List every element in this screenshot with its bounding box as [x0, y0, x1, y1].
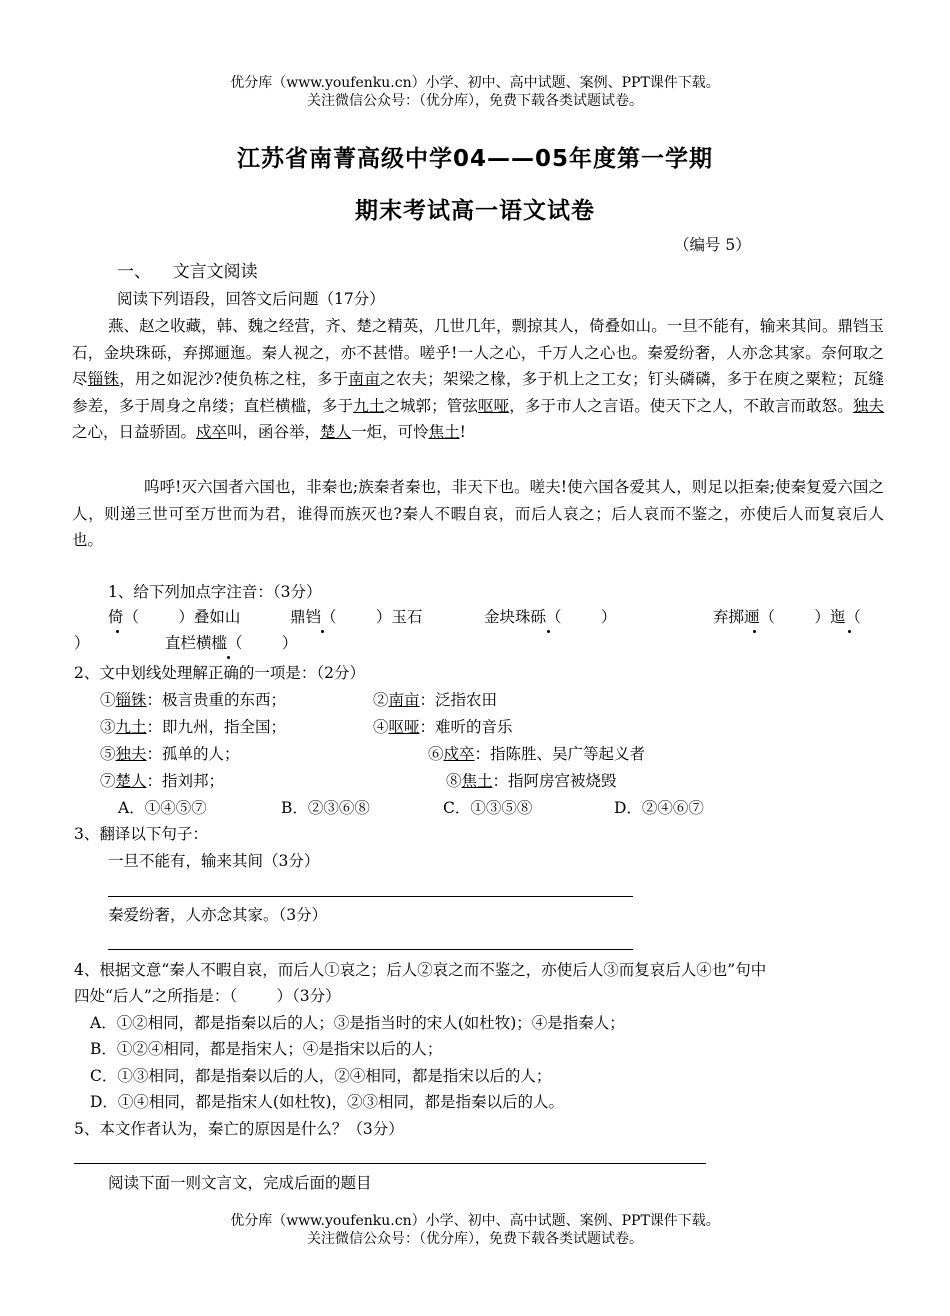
emphasis-dot	[848, 630, 851, 633]
q1-item-close: ）	[74, 634, 90, 652]
emphasis-dot	[227, 656, 230, 659]
section-heading: 一、 文言文阅读	[117, 262, 258, 282]
section-instruction: 阅读下列语段，回答文后问题（17分）	[117, 290, 385, 308]
exam-title-line1: 江苏省南菁高级中学04——05年度第一学期	[236, 146, 713, 172]
emphasis-dot	[753, 630, 756, 633]
footer-watermark-line1: 优分库（www.youfenku.cn）小学、初中、高中试题、案例、PPT课件下载。	[230, 1213, 720, 1229]
q2-item-8: ⑧焦土：指阿房宫被烧毁	[446, 772, 617, 790]
q3-sentence-2: 秦爱纷奢，人亦念其家。（3分）	[108, 906, 328, 924]
underlined-word-jiutu: 九土	[353, 396, 385, 415]
q2-item-5: ⑤独夫：孤单的人；	[100, 745, 240, 763]
q2-item-2: ②南亩：泛指农田	[373, 691, 498, 709]
q1-item-liyi: 弃掷逦（ ）迤（	[713, 608, 861, 626]
q1-item-cheng: 鼎铛（ ）玉石	[290, 608, 423, 626]
underlined-word-zizhu: 锱铢	[87, 370, 120, 388]
q3-prompt: 3、翻译以下句子：	[74, 825, 208, 843]
q3-sentence-1: 一旦不能有，输来其间（3分）	[108, 852, 320, 870]
emphasis-dot	[116, 630, 119, 633]
q2-option-a: A．①④⑤⑦	[118, 799, 207, 817]
q2-prompt: 2、文中划线处理解正确的一项是：（2分）	[74, 664, 365, 682]
q4-prompt-line2: 四处“后人”之所指是：（ ）（3分）	[74, 987, 341, 1005]
q2-item-3: ③九土：即九州，指全国；	[100, 718, 287, 736]
q4-prompt-line1: 4、根据文意“秦人不暇自哀，而后人①哀之；后人②哀之而不鉴之，亦使后人③而复哀后人④也”句中	[74, 961, 767, 979]
underlined-word-dufu: 独夫	[852, 396, 884, 415]
underlined-word-nanmu: 南亩	[348, 370, 380, 388]
exam-number: （编号 5）	[674, 236, 751, 254]
header-watermark-line1: 优分库（www.youfenku.cn）小学、初中、高中试题、案例、PPT课件下载。	[230, 75, 720, 91]
q2-item-6: ⑥戍卒：指陈胜、吴广等起义者	[428, 745, 646, 763]
q4-option-b: B．①②④相同，都是指宋人；④是指宋以后的人；	[90, 1040, 443, 1058]
q1-item-jian: 直栏横槛（ ）	[165, 634, 298, 652]
underlined-word-shuzu: 戍卒	[196, 423, 228, 441]
emphasis-dot	[321, 630, 324, 633]
exam-title-line2: 期末考试高一语文试卷	[355, 198, 595, 224]
q2-item-7: ⑦楚人：指刘邦；	[100, 772, 225, 790]
q4-option-c: C．①③相同，都是指秦以后的人，②④相同，都是指宋以后的人；	[90, 1067, 552, 1085]
passage-paragraph-1: 燕、赵之收藏，韩、魏之经营，齐、楚之精英，几世几年，剽掠其人，倚叠如山。一旦不能有，输来其间。鼎铛玉石，金块珠砾，弃掷逦迤。秦人视之，亦不甚惜。嗟乎!一人之心，千万人之心也。秦爱纷奢，人亦念其家。奈何取之尽锱铢，用之如泥沙?使负栋之柱，多于南亩之农夫；架梁之椽，多于机上之工女；钉头磷磷，多于在庾之粟粒；瓦缝参差，多于周身之帛缕；直栏横槛，多于九土之城郭；管弦呕哑，多于市人之言语。使天下之人，不敢言而敢怒。独夫之心，日益骄固。戍卒叫，函谷举，楚人一炬，可怜焦土!	[72, 317, 884, 441]
q2-option-b: B．②③⑥⑧	[281, 799, 370, 817]
answer-line	[108, 896, 633, 897]
q1-item-yi: 倚（ ）叠如山	[108, 608, 241, 626]
q2-item-1: ①锱铢：极言贵重的东西；	[100, 691, 287, 709]
q2-option-d: D．②④⑥⑦	[614, 799, 704, 817]
underlined-word-churen: 楚人	[320, 423, 352, 441]
passage-paragraph-2: 呜呼!灭六国者六国也，非秦也;族秦者秦也，非天下也。嗟夫!使六国各爱其人，则足以拒秦;使秦复爱六国之人，则递三世可至万世而为君，谁得而族灭也?秦人不暇自哀，而后人哀之；后人哀而不鉴之，亦使后人而复哀后人也。	[72, 478, 884, 549]
header-watermark-line2: 关注微信公众号：（优分库），免费下载各类试题试卷。	[307, 93, 643, 109]
q1-item-li: 金块珠砾（ ）	[484, 608, 617, 626]
q5-prompt: 5、本文作者认为，秦亡的原因是什么？（3分）	[74, 1120, 404, 1138]
q4-option-a: A．①②相同，都是指秦以后的人；③是指当时的宋人(如杜牧)；④是指秦人；	[90, 1014, 625, 1032]
q2-item-4: ④呕哑：难听的音乐	[373, 718, 513, 736]
q1-prompt: 1、给下列加点字注音：（3分）	[108, 583, 322, 601]
q2-option-c: C．①③⑤⑧	[443, 799, 533, 817]
next-section-instruction: 阅读下面一则文言文，完成后面的题目	[108, 1174, 372, 1192]
underlined-word-ouya: 呕哑	[478, 396, 510, 415]
emphasis-dot	[547, 630, 550, 633]
footer-watermark-line2: 关注微信公众号：（优分库），免费下载各类试题试卷。	[307, 1231, 643, 1247]
q4-option-d: D．①④相同，都是指宋人(如杜牧)，②③相同，都是指秦以后的人。	[90, 1093, 565, 1111]
answer-line	[74, 1163, 706, 1164]
underlined-word-jiaotu: 焦土	[428, 423, 460, 441]
answer-line	[108, 949, 633, 950]
